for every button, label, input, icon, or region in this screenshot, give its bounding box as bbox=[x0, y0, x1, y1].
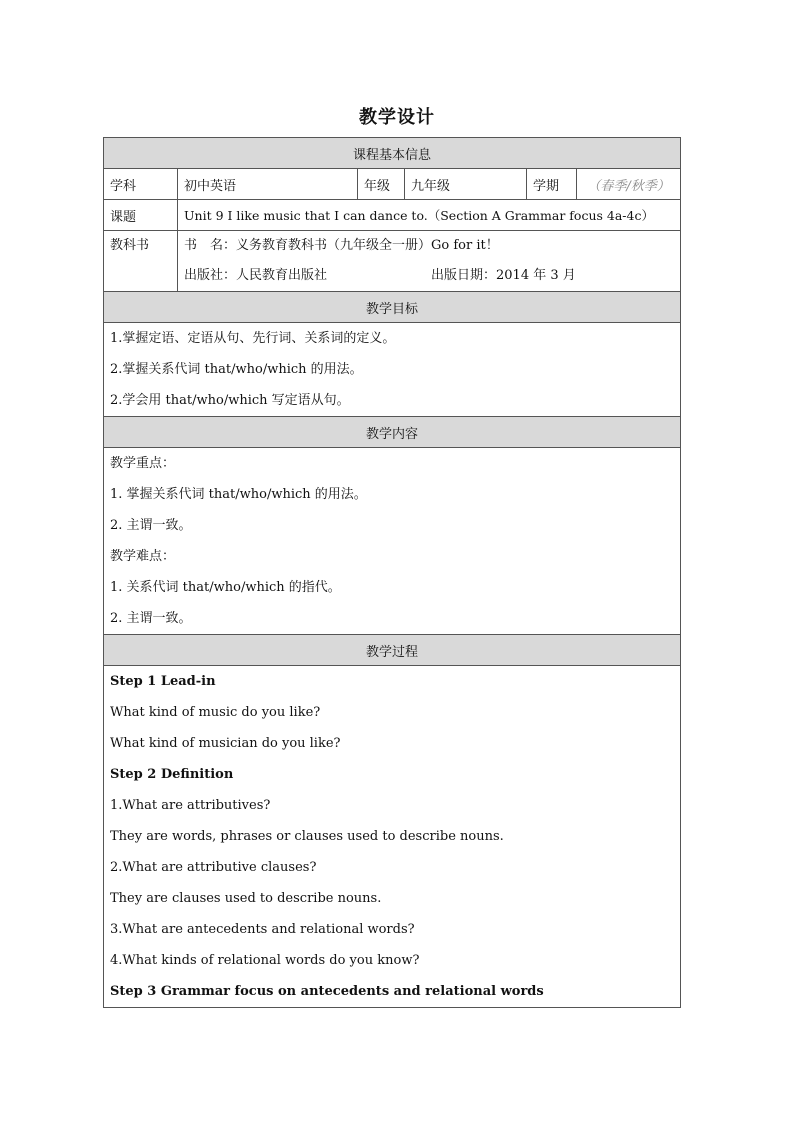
process-line: 2.What are attributive clauses? bbox=[110, 860, 317, 875]
subject-value: 初中英语 bbox=[178, 169, 358, 200]
key-point-item: 2. 主谓一致。 bbox=[110, 518, 192, 533]
process-line: They are words, phrases or clauses used to describe nouns. bbox=[110, 829, 504, 844]
process-line: 3.What are antecedents and relational words? bbox=[110, 922, 415, 937]
topic-label: 课题 bbox=[104, 200, 178, 231]
key-points-label: 教学重点： bbox=[110, 456, 176, 471]
process-list bbox=[104, 666, 681, 1008]
textbook-info bbox=[178, 231, 681, 292]
subject-label: 学科 bbox=[104, 169, 178, 200]
objective-item: 1.掌握定语、定语从句、先行词、关系词的定义。 bbox=[110, 331, 396, 346]
term-label: 学期 bbox=[527, 169, 577, 200]
textbook-label: 教科书 bbox=[110, 238, 150, 253]
key-point-item: 1. 掌握关系代词 that/who/which 的用法。 bbox=[110, 487, 367, 502]
process-line: What kind of musician do you like? bbox=[110, 736, 341, 751]
term-value: （春季/秋季） bbox=[577, 169, 681, 200]
difficult-point-item: 2. 主谓一致。 bbox=[110, 611, 192, 626]
content-header: 教学内容 bbox=[104, 417, 681, 448]
textbook-publisher: 出版社：人民教育出版社 bbox=[184, 268, 328, 283]
process-header: 教学过程 bbox=[104, 635, 681, 666]
objective-item: 2.学会用 that/who/which 写定语从句。 bbox=[110, 393, 350, 408]
lesson-plan-table bbox=[103, 137, 681, 1008]
basic-info-header: 课程基本信息 bbox=[104, 138, 681, 169]
document-title: 教学设计 bbox=[359, 107, 435, 128]
objectives-list bbox=[104, 323, 681, 417]
topic-value: Unit 9 I like music that I can dance to.（Section A Grammar focus 4a-4c） bbox=[178, 200, 681, 231]
textbook-publish-line bbox=[178, 261, 680, 291]
difficult-points-label: 教学难点： bbox=[110, 549, 176, 564]
difficult-point-item: 1. 关系代词 that/who/which 的指代。 bbox=[110, 580, 341, 595]
process-line: 1.What are attributives? bbox=[110, 798, 271, 813]
process-line: 4.What kinds of relational words do you know? bbox=[110, 953, 420, 968]
process-step-heading: Step 1 Lead-in bbox=[110, 674, 216, 689]
objective-item: 2.掌握关系代词 that/who/which 的用法。 bbox=[110, 362, 363, 377]
process-line: What kind of music do you like? bbox=[110, 705, 321, 720]
textbook-name: 书 名：义务教育教科书（九年级全一册）Go for it！ bbox=[184, 238, 499, 253]
process-step-heading: Step 2 Definition bbox=[110, 767, 234, 782]
grade-value: 九年级 bbox=[405, 169, 527, 200]
content-list bbox=[104, 448, 681, 635]
textbook-label-cell bbox=[104, 231, 178, 292]
process-line: They are clauses used to describe nouns. bbox=[110, 891, 382, 906]
objectives-header: 教学目标 bbox=[104, 292, 681, 323]
textbook-publish-date: 出版日期：2014 年 3 月 bbox=[431, 268, 576, 283]
process-step-heading: Step 3 Grammar focus on antecedents and relational words bbox=[110, 984, 544, 999]
grade-label: 年级 bbox=[358, 169, 405, 200]
